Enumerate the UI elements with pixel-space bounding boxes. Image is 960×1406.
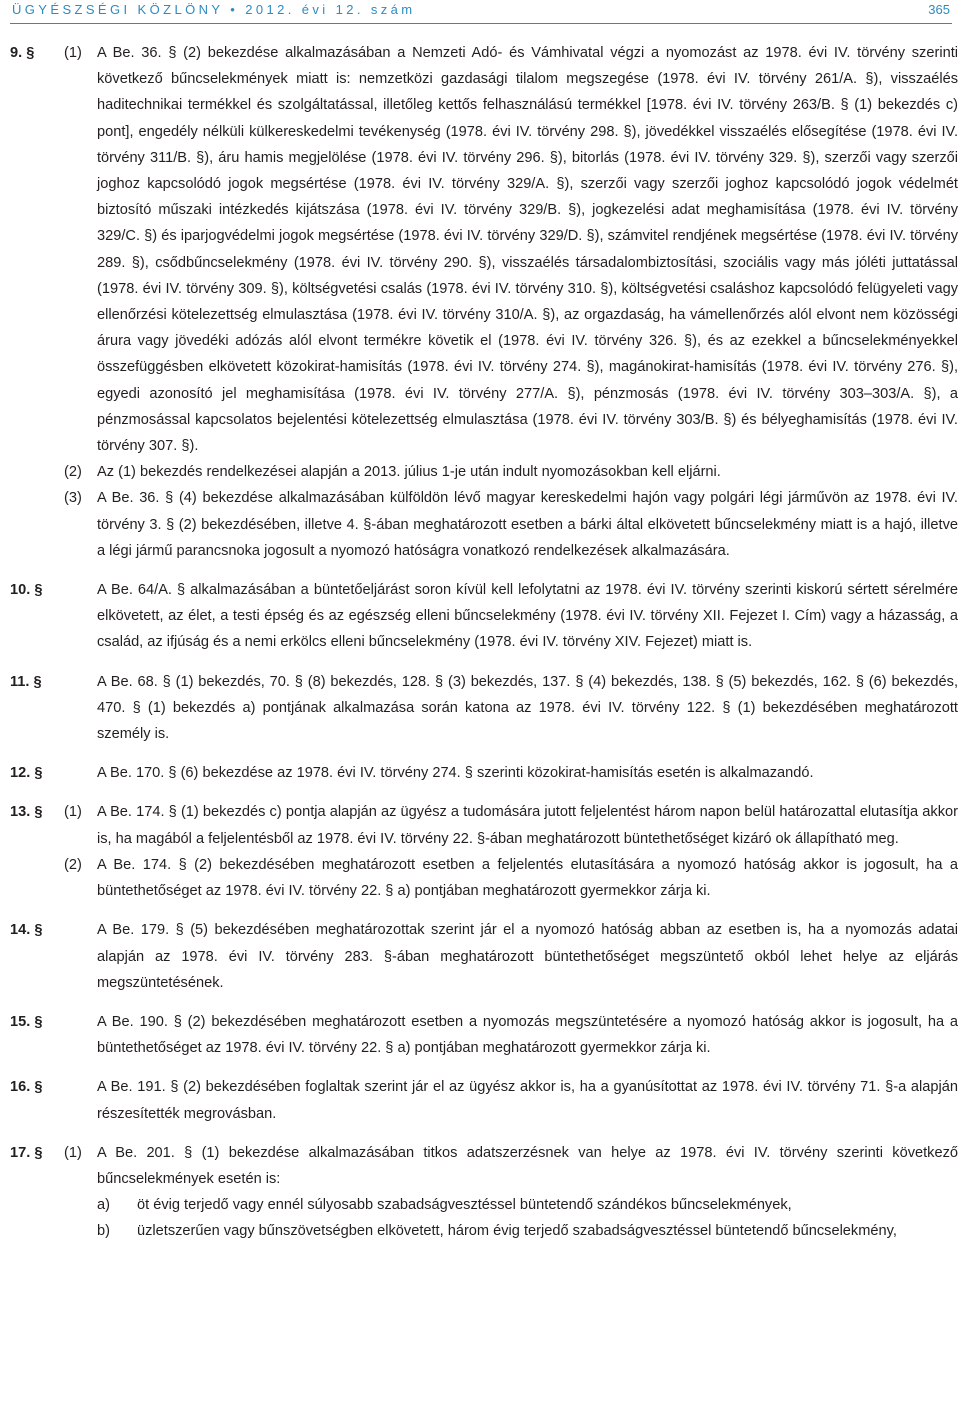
- section-number: 12. §: [10, 765, 43, 782]
- journal-title: ÜGYÉSZSÉGI KÖZLÖNY • 2012. évi 12. szám: [12, 2, 416, 17]
- section-12: [10, 760, 958, 786]
- section-number: 13. §: [10, 804, 43, 821]
- section-number: 9. §: [10, 45, 35, 61]
- page-header: [0, 0, 960, 24]
- section-17: [10, 1140, 958, 1245]
- paragraph-1: [64, 799, 958, 851]
- list-item-text: üzletszerűen vagy bűnszövetségben elkövetett, három évig terjedő szabadságvesztéssel büntetendő bűncselekmény,: [137, 1223, 897, 1240]
- paragraph-number: (2): [64, 464, 82, 481]
- paragraph-text: A Be. 36. § (2) bekezdése alkalmazásában a Nemzeti Adó- és Vámhivatal végzi a nyomozást az 1978. évi IV. törvény szerinti következő bűncselekmények miatt is: nemzetközi gazdasági tilalom megszegése (1978. évi IV. törvény 261/A. §), visszaélés haditechnikai termékkel és szolgáltatással, illetőleg kettős felhasználású termékkel [1978. évi IV. törvény 263/B. § (1) bekezdés c) pont], engedély nélküli külkereskedelmi tevékenység (1978. évi IV. törvény 298. §), jövedékkel visszaélés elősegítése (1978. évi IV. törvény 311/B. §), áru hamis megjelölése (1978. évi IV. törvény 296. §), bitorlás (1978. évi IV. törvény 329. §), szerzői vagy szerzői joghoz kapcsolódó jogok megsértése (1978. évi IV. törvény 329/A. §), szerzői vagy szerzői joghoz kapcsolódó jogok védelmét biztosító műszaki intézkedés kijátszása (1978. évi IV. törvény 329/B. §), jogkezelési adat meghamisítása (1978. évi IV. törvény 329/C. §) és iparjogvédelmi jogok megsértése (1978. évi IV. törvény 329/D. §), számvitel rendjének megsértése (1978. évi IV. törvény 289. §), csődbűncselekmény (1978. évi IV. törvény 290. §), visszaélés társadalombiztosítási, szociális vagy más jóléti juttatással (1978. évi IV. törvény 309. §), költségvetési csalás (1978. évi IV. törvény 310. §), költségvetési csaláshoz kapcsolódó felügyeleti vagy ellenőrzési kötelezettség elmulasztása (1978. évi IV. törvény 310/A. §), az orgazdaság, ha vámellenőrzés alól elvont nem közösségi árura vagy jövedéki adózás alól elvont termékre követik el (1978. évi IV. törvény 326. §), és az ezekkel a bűncselekményekkel összefüggésben elkövetett közokirat-hamisítás (1978. évi IV. törvény 274. §), magánokirat-hamisítás (1978. évi IV. törvény 276. §), egyedi azonosító jel meghamisítása (1978. évi IV. törvény 277/A. §), pénzmosás (1978. évi IV. törvény 303–303/A. §), a pénzmosással kapcsolatos bejelentési kötelezettség elmulasztása (1978. évi IV. törvény 303/B. §) és bélyeghamisítás (1978. évi IV. törvény 307. §).: [97, 45, 958, 455]
- paragraph-number: (2): [64, 856, 82, 873]
- paragraph-text: A Be. 36. § (4) bekezdése alkalmazásában külföldön lévő magyar kereskedelmi hajón vagy polgári légi járművön az 1978. évi IV. törvény 3. § (2) bekezdésében, illetve 4. §-ában meghatározott esetben a bárki által elkövetett bűncselekmény miatt is a hajó, illetve a légi jármű parancsnoka jogosult a nyomozó hatóságra vonatkozó rendelkezések alkalmazására.: [97, 490, 958, 559]
- section-10: [10, 577, 958, 656]
- section-number: 14. §: [10, 922, 43, 939]
- header-divider: [10, 23, 952, 24]
- section-13: [10, 799, 958, 904]
- paragraph-3: [64, 485, 958, 564]
- paragraph-text: A Be. 201. § (1) bekezdése alkalmazásában titkos adatszerzésnek van helye az 1978. évi IV. törvény szerinti következő bűncselekmények esetén is:: [97, 1144, 958, 1187]
- section-text: A Be. 179. § (5) bekezdésében meghatározottak szerint jár el a nyomozó hatóság abban az esetben is, ha a nyomozás adatai alapján az 1978. évi IV. törvény 283. §-ában meghatározott büntethetőséget megszüntető okból lehet helye az eljárás megszüntetésének.: [97, 922, 958, 991]
- section-text: A Be. 190. § (2) bekezdésében meghatározott esetben a nyomozás megszüntetésére a nyomozó hatóság akkor is jogosult, ha a büntethetőséget az 1978. évi IV. törvény 22. § a) pontjában meghatározott gyermekkor zárja ki.: [97, 1013, 958, 1057]
- document-body: [10, 40, 958, 1245]
- paragraph-text: A Be. 174. § (1) bekezdés c) pontja alapján az ügyész a tudomására jutott feljelentést három napon belül határozattal elutasítja akkor is, ha magából a feljelentésből az 1978. évi IV. törvény 22. §-ában meghatározott büntethetőséget kizáró ok állapítható meg.: [97, 804, 958, 847]
- section-16: [10, 1074, 958, 1126]
- section-text: A Be. 68. § (1) bekezdés, 70. § (8) bekezdés, 128. § (3) bekezdés, 137. § (4) bekezdés, 138. § (5) bekezdés, 162. § (6) bekezdés, 470. § (1) bekezdés a) pontjának alkalmazása során katona az 1978. évi IV. törvény 122. § (1) bekezdésében meghatározott személy is.: [97, 673, 958, 743]
- paragraph-number: (1): [64, 804, 82, 821]
- paragraph-1: [64, 1140, 958, 1245]
- paragraph-2: [64, 459, 958, 485]
- page-number: 365: [928, 2, 950, 17]
- section-number: 11. §: [10, 673, 42, 690]
- section-14: [10, 917, 958, 996]
- list-letter: a): [97, 1197, 110, 1214]
- section-9: [10, 40, 958, 564]
- section-number: 15. §: [10, 1013, 43, 1030]
- section-15: [10, 1009, 958, 1061]
- section-number: 17. §: [10, 1144, 43, 1161]
- section-text: A Be. 64/A. § alkalmazásában a büntetőeljárást soron kívül kell lefolytatni az 1978. évi IV. törvény szerinti kiskorú sértett sérelmére elkövetett, az élet, a testi épség és az egészség elleni bűncselekmény (1978. évi IV. törvény XII. Fejezet I. Cím) vagy a házasság, a család, az ifjúság és a nemi erkölcs elleni bűncselekmény (1978. évi IV. törvény XIV. Fejezet) miatt is.: [97, 582, 958, 651]
- paragraph-text: Az (1) bekezdés rendelkezései alapján a 2013. július 1-je után indult nyomozásokban kell eljárni.: [97, 464, 721, 481]
- section-number: 10. §: [10, 582, 43, 599]
- paragraph-text: A Be. 174. § (2) bekezdésében meghatározott esetben a feljelentés elutasítására a nyomozó hatóság akkor is jogosult, ha a büntethetőséget az 1978. évi IV. törvény 22. § a) pontjában meghatározott gyermekkor zárja ki.: [97, 856, 958, 900]
- list-item-b: [97, 1218, 958, 1244]
- section-text: A Be. 191. § (2) bekezdésében foglaltak szerint jár el az ügyész akkor is, ha a gyanúsítottat az 1978. évi IV. törvény 71. §-a alapján részesítették megrovásban.: [97, 1079, 958, 1122]
- section-11: [10, 669, 958, 748]
- section-text: A Be. 170. § (6) bekezdése az 1978. évi IV. törvény 274. § szerinti közokirat-hamisítás esetén is alkalmazandó.: [97, 765, 814, 782]
- paragraph-number: (1): [64, 45, 82, 61]
- paragraph-2: [64, 852, 958, 904]
- section-number: 16. §: [10, 1079, 43, 1096]
- paragraph-1: [64, 40, 958, 459]
- paragraph-number: (1): [64, 1144, 82, 1161]
- list-item-a: [97, 1192, 958, 1218]
- list-letter: b): [97, 1223, 110, 1240]
- list-item-text: öt évig terjedő vagy ennél súlyosabb szabadságvesztéssel büntetendő szándékos bűncselekmények,: [137, 1197, 792, 1214]
- paragraph-number: (3): [64, 490, 82, 507]
